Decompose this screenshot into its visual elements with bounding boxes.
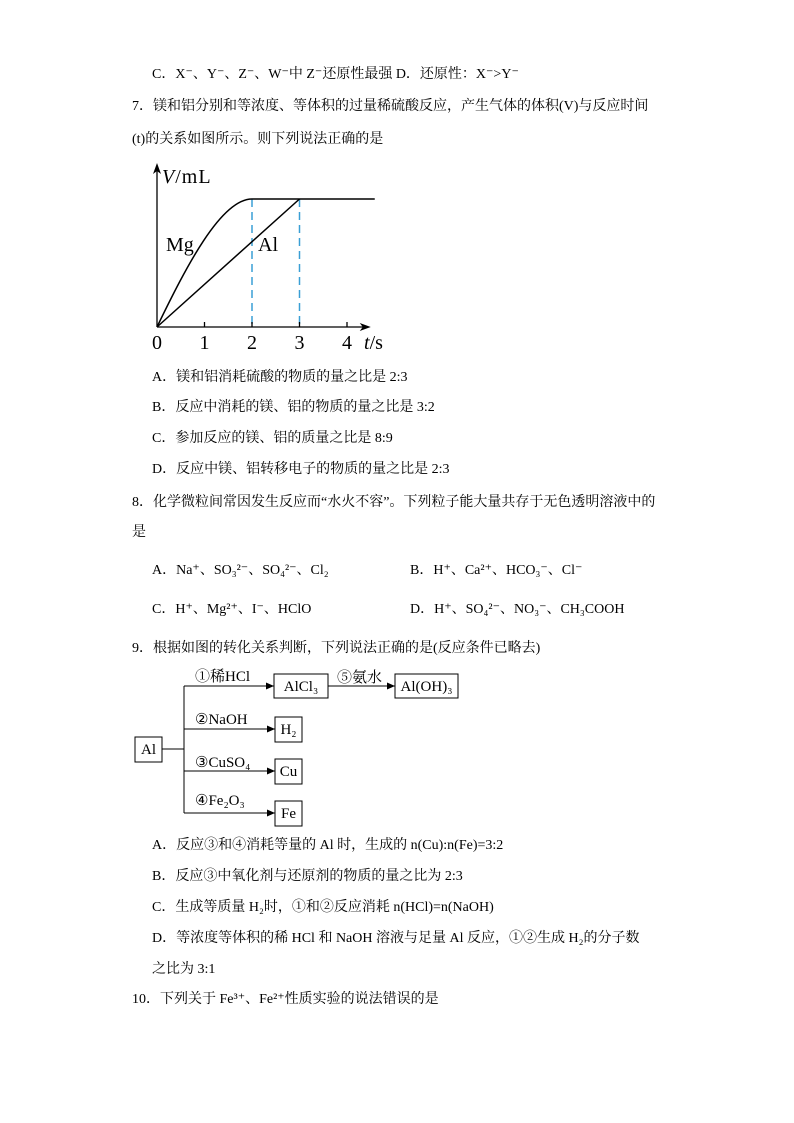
- product-label-4: Fe: [281, 806, 296, 822]
- q9-option-d-line-2: 之比为 3:1: [152, 962, 216, 977]
- product-label-2: H₂: [280, 722, 297, 738]
- product-label-3: Cu: [279, 764, 298, 780]
- q7-option-d: D．反应中镁、铝转移电子的物质的量之比是 2:3: [152, 462, 450, 477]
- series-line-al: [157, 199, 300, 327]
- x-tick-label: 0: [152, 332, 162, 354]
- q7-stem-line-1: 7．镁和铝分别和等浓度、等体积的过量稀硫酸反应，产生气体的体积(V)与反应时间: [132, 99, 649, 114]
- q8-option-d: D．H⁺、SO₄²⁻、NO₃⁻、CH₃COOH: [410, 602, 625, 617]
- x-axis-label: t/s: [364, 332, 383, 354]
- volume-time-chart: [145, 158, 395, 358]
- aluminum-conversion-diagram: [130, 663, 470, 833]
- q9-stem: 9．根据如图的转化关系判断，下列说法正确的是(反应条件已略去): [132, 641, 541, 656]
- next-step-reagent-label: ⑤氨水: [337, 670, 383, 686]
- reagent-label-1: ①稀HCl: [195, 669, 251, 685]
- reagent-label-3: ③CuSO₄: [195, 755, 251, 771]
- q9-option-d: D．等浓度等体积的稀 HCl 和 NaOH 溶液与足量 Al 反应，①②生成 H₂的分子数: [152, 931, 640, 946]
- q8-option-b: B．H⁺、Ca²⁺、HCO₃⁻、Cl⁻: [410, 563, 583, 578]
- next-step-product-label: Al(OH)₃: [400, 679, 453, 695]
- product-label-1: AlCl₃: [283, 679, 319, 695]
- reagent-label-2: ②NaOH: [195, 712, 248, 728]
- q9-option-a: A．反应③和④消耗等量的 Al 时，生成的 n(Cu):n(Fe)=3:2: [152, 838, 504, 853]
- q9-option-b: B．反应③中氧化剂与还原剂的物质的量之比为 2:3: [152, 869, 463, 884]
- series-line-mg: [157, 199, 252, 327]
- x-tick-label: 2: [247, 332, 257, 354]
- reagent-label-4: ④Fe₂O₃: [195, 793, 245, 809]
- x-tick-label: 4: [342, 332, 352, 354]
- q6-options-c-d: C．X⁻、Y⁻、Z⁻、W⁻中 Z⁻还原性最强 D．还原性：X⁻>Y⁻: [152, 67, 519, 82]
- x-tick-label: 1: [199, 332, 210, 354]
- y-axis-label: V/mL: [162, 166, 212, 188]
- series-label-al: Al: [258, 234, 278, 256]
- reactant-label: Al: [141, 742, 156, 758]
- chart-marks: [152, 163, 375, 354]
- q7-option-a: A．镁和铝消耗硫酸的物质的量之比是 2:3: [152, 370, 408, 385]
- q9-option-c: C．生成等质量 H₂时，①和②反应消耗 n(HCl)=n(NaOH): [152, 900, 494, 915]
- series-label-mg: Mg: [166, 234, 194, 256]
- x-tick-label: 3: [294, 332, 305, 354]
- q8-option-a: A．Na⁺、SO₃²⁻、SO₄²⁻、Cl₂: [152, 563, 329, 578]
- q7-option-b: B．反应中消耗的镁、铝的物质的量之比是 3:2: [152, 400, 435, 415]
- q8-option-c: C．H⁺、Mg²⁺、I⁻、HClO: [152, 602, 312, 617]
- q8-stem-line-2: 是: [132, 525, 146, 540]
- q7-option-c: C．参加反应的镁、铝的质量之比是 8:9: [152, 431, 393, 446]
- q7-stem-line-2: (t)的关系如图所示。则下列说法正确的是: [132, 132, 384, 147]
- q8-stem-line-1: 8．化学微粒间常因发生反应而“水火不容”。下列粒子能大量共存于无色透明溶液中的: [132, 495, 656, 510]
- q10-stem: 10．下列关于 Fe³⁺、Fe²⁺性质实验的说法错误的是: [132, 992, 439, 1007]
